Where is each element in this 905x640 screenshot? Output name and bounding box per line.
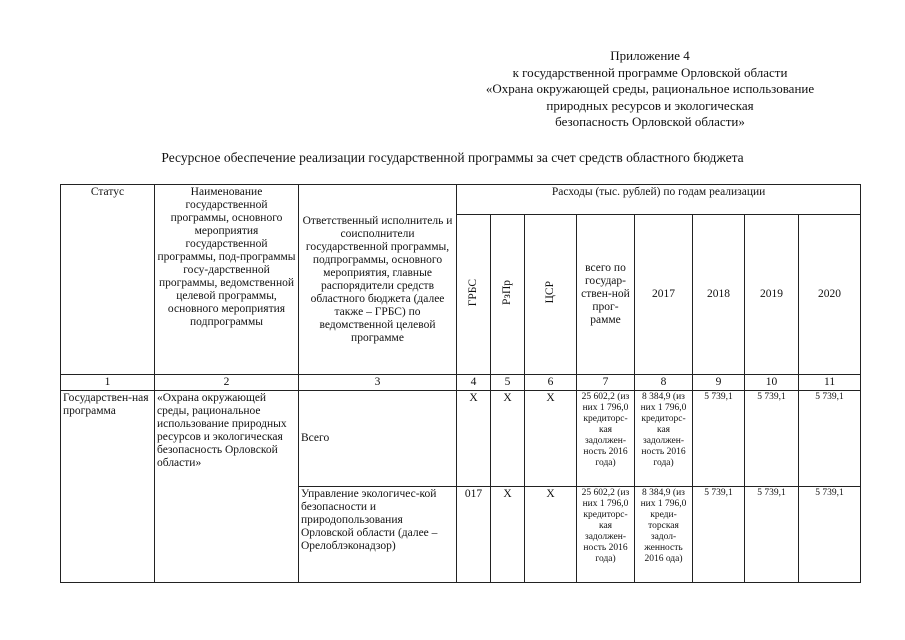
- header-total: всего по государ-ствен-ной прог-рамме: [577, 215, 635, 375]
- row-csr: Х: [525, 391, 577, 487]
- header-expenses: Расходы (тыс. рублей) по годам реализации: [457, 185, 861, 215]
- header-year-2018: 2018: [693, 215, 745, 375]
- row-2018-amount: 5 739,1: [693, 391, 745, 487]
- row-2017-amount: 8 384,9 (из них 1 796,0 креди-торская задол-женность 2016 ода): [635, 487, 693, 583]
- header-grbs: [457, 215, 491, 375]
- row-2019-amount: 5 739,1: [745, 487, 799, 583]
- row-program-name: «Охрана окружающей среды, рациональное использование природных ресурсов и экологическая безопасность Орловской области»: [155, 391, 299, 583]
- header-grbs-label: ГРБС: [467, 278, 479, 307]
- appendix-line-3: «Охрана окружающей среды, рациональное использование: [485, 81, 815, 96]
- col-number: 1: [61, 375, 155, 391]
- header-rzpr: [491, 215, 525, 375]
- header-year-2019: 2019: [745, 215, 799, 375]
- row-grbs: 017: [457, 487, 491, 583]
- row-executor-agency: Управление экологичес-кой безопасности и природопользования Орловской области (далее – Орелоблэконадзор): [299, 487, 457, 583]
- col-number: 2: [155, 375, 299, 391]
- row-rzpr: Х: [491, 487, 525, 583]
- row-total-amount: 25 602,2 (из них 1 796,0 кредиторс-кая задолжен-ность 2016 года): [577, 391, 635, 487]
- col-number: 6: [525, 375, 577, 391]
- row-grbs: Х: [457, 391, 491, 487]
- header-rzpr-label: РзПр: [501, 280, 513, 305]
- col-number: 4: [457, 375, 491, 391]
- header-csr: [525, 215, 577, 375]
- row-2020-amount: 5 739,1: [799, 487, 861, 583]
- col-number: 8: [635, 375, 693, 391]
- table-row-total: [61, 391, 861, 487]
- row-2020-amount: 5 739,1: [799, 391, 861, 487]
- header-status: Статус: [61, 185, 155, 375]
- appendix-line-2: к государственной программе Орловской области: [512, 64, 788, 80]
- appendix-header: [440, 48, 860, 131]
- header-year-2020: 2020: [799, 215, 861, 375]
- col-number: 10: [745, 375, 799, 391]
- document-title: Ресурсное обеспечение реализации государственной программы за счет средств областного бюджета: [161, 150, 744, 165]
- appendix-line-1: Приложение 4: [610, 48, 690, 63]
- row-executor-total: Всего: [299, 391, 457, 487]
- col-number: 11: [799, 375, 861, 391]
- col-number: 5: [491, 375, 525, 391]
- row-2018-amount: 5 739,1: [693, 487, 745, 583]
- appendix-line-4: природных ресурсов и экологическая: [546, 97, 754, 113]
- col-number: 3: [299, 375, 457, 391]
- header-program-name: Наименование государственной программы, основного мероприятия государственной программы, под-программы госу-дарственной программы, ведомственной целевой программы, основного мероприятия подпрограммы: [155, 185, 299, 375]
- row-csr: Х: [525, 487, 577, 583]
- header-responsible: Ответственный исполнитель и соисполнители государственной программы, подпрограммы, основного мероприятия, главные распорядители средств областного бюджета (далее также – ГРБС) по ведомственной целевой программе: [299, 185, 457, 375]
- row-2019-amount: 5 739,1: [745, 391, 799, 487]
- row-rzpr: Х: [491, 391, 525, 487]
- row-status: Государствен-ная программа: [61, 391, 155, 583]
- col-number: 9: [693, 375, 745, 391]
- row-total-amount: 25 602,2 (из них 1 796,0 кредиторс-кая задолжен-ность 2016 года): [577, 487, 635, 583]
- col-number: 7: [577, 375, 635, 391]
- column-number-row: [61, 375, 861, 391]
- row-2017-amount: 8 384,9 (из них 1 796,0 кредиторс-кая задолжен-ность 2016 года): [635, 391, 693, 487]
- resource-table: [60, 184, 861, 583]
- header-csr-label: ЦСР: [544, 281, 556, 304]
- appendix-line-5: безопасность Орловской области»: [555, 114, 745, 129]
- header-year-2017: 2017: [635, 215, 693, 375]
